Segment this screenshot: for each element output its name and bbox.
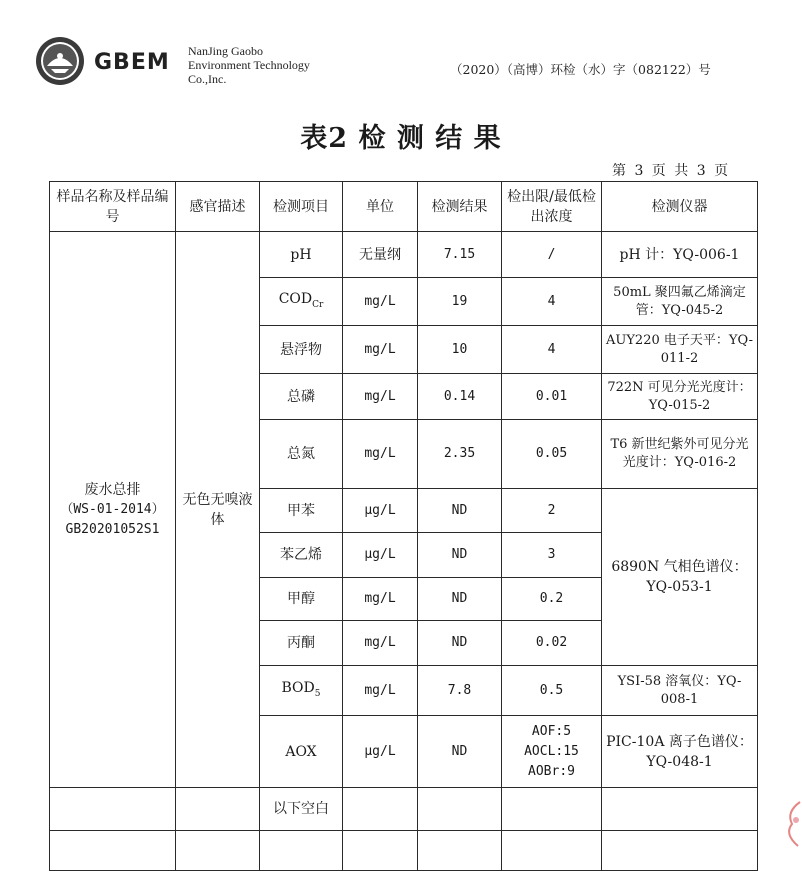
empty-cell (502, 788, 602, 831)
item-cell (260, 666, 343, 716)
item-cell: 甲醇 (260, 578, 343, 621)
limit-cell: 0.05 (502, 420, 602, 489)
empty-cell (602, 831, 758, 871)
result-cell: ND (418, 621, 502, 666)
empty-cell (50, 831, 176, 871)
limit-cell: 0.5 (502, 666, 602, 716)
limit-cell: 0.01 (502, 374, 602, 420)
item-cell: 丙酮 (260, 621, 343, 666)
result-cell: 19 (418, 278, 502, 326)
empty-cell (50, 788, 176, 831)
item-cell: 甲苯 (260, 489, 343, 533)
limit-line: AOBr:9 (528, 763, 575, 779)
empty-cell (502, 831, 602, 871)
limit-cell: 3 (502, 533, 602, 578)
unit-cell: mg/L (343, 621, 418, 666)
report-number: （2020）（高博）环检（水）字（082122）号 (450, 62, 711, 77)
empty-cell (176, 831, 260, 871)
header-result: 检测结果 (418, 182, 502, 232)
limit-cell: 4 (502, 326, 602, 374)
page-title: 表2 检 测 结 果 (300, 123, 502, 154)
limit-cell: 0.02 (502, 621, 602, 666)
limit-cell (502, 716, 602, 788)
empty-cell (418, 788, 502, 831)
result-cell: 2.35 (418, 420, 502, 489)
sample-name: 废水总排 (84, 481, 141, 498)
result-cell: 7.8 (418, 666, 502, 716)
company-line: Environment Technology (188, 58, 310, 72)
red-stamp-edge-icon (782, 800, 802, 850)
unit-cell: μg/L (343, 533, 418, 578)
empty-cell (260, 831, 343, 871)
instrument-cell: 50mL 聚四氟乙烯滴定管：YQ-045-2 (602, 278, 758, 326)
empty-cell (418, 831, 502, 871)
sample-number: GB20201052S1 (65, 521, 160, 537)
results-table (49, 181, 758, 871)
item-cell: AOX (260, 716, 343, 788)
sensory-description: 无色无嗅液体 (182, 491, 253, 528)
instrument-cell: T6 新世纪紫外可见分光光度计：YQ-016-2 (602, 420, 758, 489)
sensory-cell (176, 232, 260, 788)
company-seal-icon (35, 36, 85, 86)
limit-cell: 4 (502, 278, 602, 326)
unit-cell: μg/L (343, 489, 418, 533)
company-line: NanJing Gaobo (188, 44, 263, 58)
header-instrument: 检测仪器 (602, 182, 758, 232)
item-cell: pH (260, 232, 343, 278)
instrument-cell: AUY220 电子天平：YQ-011-2 (602, 326, 758, 374)
empty-cell (176, 788, 260, 831)
table-row (50, 232, 758, 278)
blank-note: 以下空白 (260, 788, 343, 831)
item-label: COD (278, 290, 313, 307)
unit-cell: mg/L (343, 420, 418, 489)
brand-logo-text: GBEM (94, 50, 170, 75)
sample-cell (50, 232, 176, 788)
sample-code: （WS-01-2014） (60, 501, 165, 517)
empty-cell (343, 788, 418, 831)
blank-note-row (50, 788, 758, 831)
limit-cell: 0.2 (502, 578, 602, 621)
result-cell: 10 (418, 326, 502, 374)
unit-cell: 无量纲 (343, 232, 418, 278)
empty-cell (602, 788, 758, 831)
header-unit: 单位 (343, 182, 418, 232)
instrument-cell: PIC-10A 离子色谱仪：YQ-048-1 (602, 716, 758, 788)
header-sensory: 感官描述 (176, 182, 260, 232)
instrument-cell: 722N 可见分光光度计：YQ-015-2 (602, 374, 758, 420)
unit-cell: mg/L (343, 278, 418, 326)
result-cell: 0.14 (418, 374, 502, 420)
unit-cell: mg/L (343, 326, 418, 374)
empty-cell (343, 831, 418, 871)
unit-cell: mg/L (343, 578, 418, 621)
limit-line: AOF:5 (531, 723, 572, 739)
item-subscript: 5 (314, 688, 321, 699)
result-cell: ND (418, 716, 502, 788)
table-header-row (50, 182, 758, 232)
limit-line: AOCL:15 (524, 743, 579, 759)
item-cell (260, 278, 343, 326)
result-cell: ND (418, 578, 502, 621)
header-item: 检测项目 (260, 182, 343, 232)
item-label: BOD (281, 679, 315, 696)
limit-cell: 2 (502, 489, 602, 533)
page-indicator: 第 3 页 共 3 页 (612, 163, 729, 179)
item-cell: 总氮 (260, 420, 343, 489)
item-cell: 总磷 (260, 374, 343, 420)
shared-instrument-cell: 6890N 气相色谱仪：YQ-053-1 (602, 489, 758, 666)
company-line: Co.,Inc. (188, 72, 227, 86)
item-subscript: Cr (312, 299, 324, 310)
instrument-cell: pH 计：YQ-006-1 (602, 232, 758, 278)
item-cell: 悬浮物 (260, 326, 343, 374)
unit-cell: mg/L (343, 374, 418, 420)
unit-cell: mg/L (343, 666, 418, 716)
result-cell: 7.15 (418, 232, 502, 278)
result-cell: ND (418, 533, 502, 578)
header-sample: 样品名称及样品编号 (50, 182, 176, 232)
company-name (188, 44, 310, 86)
instrument-cell: YSI-58 溶氧仪：YQ-008-1 (602, 666, 758, 716)
empty-row (50, 831, 758, 871)
header-limit: 检出限/最低检出浓度 (502, 182, 602, 232)
item-cell: 苯乙烯 (260, 533, 343, 578)
report-header (0, 0, 802, 100)
unit-cell: μg/L (343, 716, 418, 788)
result-cell: ND (418, 489, 502, 533)
limit-cell: / (502, 232, 602, 278)
